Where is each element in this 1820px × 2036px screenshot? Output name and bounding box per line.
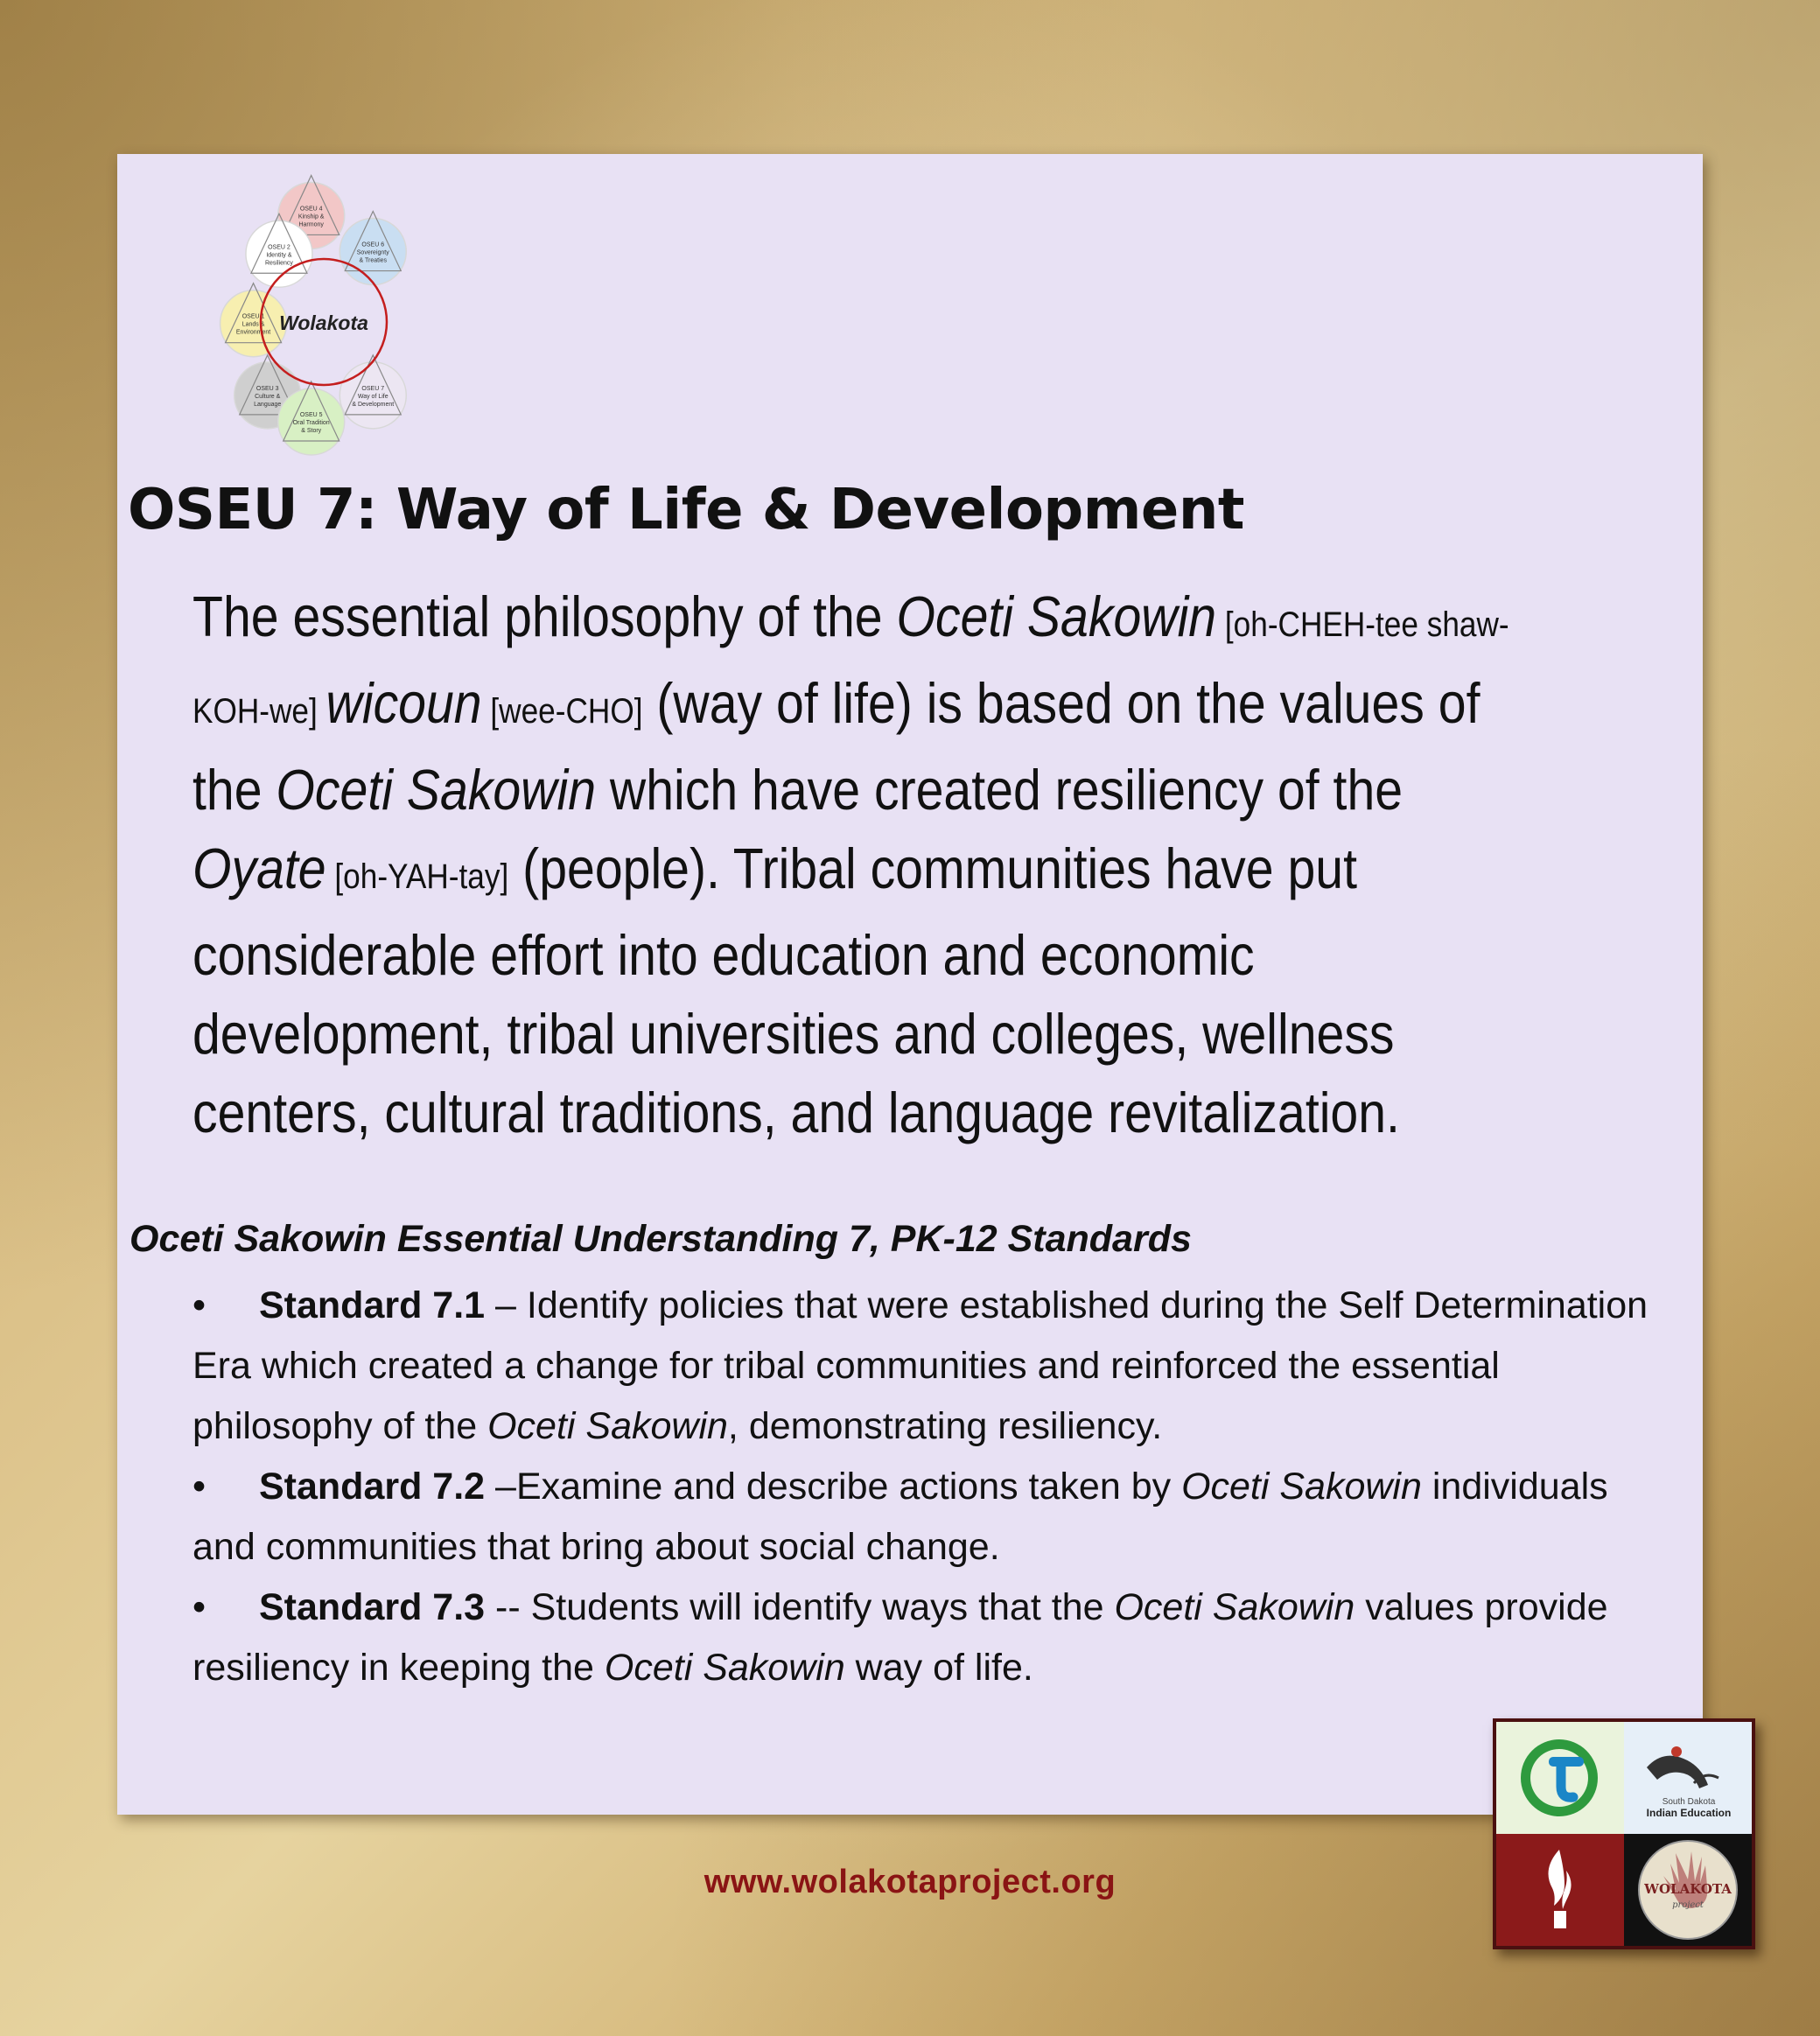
- intro-paragraph: [192, 577, 1524, 1152]
- standard-italic: Oceti Sakowin: [1114, 1586, 1355, 1628]
- standard-italic: Oceti Sakowin: [1181, 1466, 1422, 1508]
- standard-text: -- Students will identify ways that the: [485, 1586, 1115, 1628]
- diagram-node-label: Sovereignty: [356, 249, 389, 256]
- standard-label: Standard 7.1: [259, 1284, 486, 1326]
- page-title: OSEU 7: Way of Life & Development: [128, 478, 1244, 542]
- diagram-node-label: & Development: [352, 401, 395, 408]
- diagram-node-label: OSEU 1: [242, 313, 265, 320]
- standard-text: way of life.: [844, 1647, 1033, 1689]
- bullet-icon: •: [192, 1586, 206, 1628]
- diagram-node: [340, 355, 406, 429]
- intro-text-3: which have created resiliency of the: [596, 758, 1404, 822]
- bullet-icon: •: [192, 1284, 206, 1326]
- standard-item: [192, 1276, 1680, 1457]
- standard-text: values provide resiliency in keeping the: [192, 1586, 1608, 1689]
- standard-text: individuals and communities that bring about social change.: [192, 1466, 1608, 1568]
- standard-label: Standard 7.2: [259, 1466, 486, 1508]
- diagram-node-label: Way of Life: [357, 393, 388, 400]
- diagram-node-label: Culture &: [255, 393, 281, 400]
- diagram-node-label: Resiliency: [264, 260, 293, 267]
- standard-item: [192, 1578, 1680, 1698]
- pronunciation-2: [wee-CHO]: [481, 692, 643, 731]
- website-link[interactable]: www.wolakotaproject.org: [704, 1864, 1116, 1900]
- intro-text-1: The essential philosophy of the: [192, 584, 897, 648]
- diagram-node-label: & Treaties: [359, 257, 388, 264]
- partner-logos: [1493, 1718, 1755, 1949]
- diagram-node-label: Language: [254, 401, 282, 408]
- standard-italic: Oceti Sakowin: [604, 1647, 845, 1689]
- diagram-node-label: OSEU 5: [299, 411, 323, 418]
- sd-logo-line2: Indian Education: [1646, 1807, 1732, 1819]
- pronunciation-1: [oh-CHEH-tee shaw-KOH-we]: [192, 605, 1509, 731]
- standard-text: –Examine and describe actions taken by: [485, 1466, 1182, 1508]
- diagram-node: [220, 283, 287, 357]
- tribal-college-logo-icon: [1521, 1739, 1598, 1816]
- diagram-node-label: OSEU 3: [256, 385, 279, 392]
- diagram-node-label: Identity &: [266, 252, 292, 259]
- diagram-node-label: Environment: [235, 329, 271, 336]
- intro-italic-3: Oceti Sakowin: [276, 758, 597, 822]
- oseu-diagram: [170, 156, 458, 467]
- intro-italic-1: Oceti Sakowin: [896, 584, 1217, 648]
- intro-italic-2: wicoun: [326, 671, 482, 735]
- standard-italic: Oceti Sakowin: [487, 1405, 728, 1447]
- intro-italic-4: Oyate: [192, 836, 326, 900]
- intro-text-2: (way of life) is based on the values of the: [192, 671, 1480, 822]
- sd-logo-line1: South Dakota: [1662, 1797, 1716, 1807]
- diagram-node-label: Kinship &: [298, 213, 325, 220]
- standard-text: , demonstrating resiliency.: [727, 1405, 1163, 1447]
- wolakota-badge-title: WOLAKOTA: [1644, 1881, 1732, 1897]
- diagram-node-label: OSEU 2: [268, 244, 290, 251]
- diagram-node-label: OSEU 7: [361, 385, 385, 392]
- diagram-node-label: OSEU 4: [299, 206, 323, 213]
- diagram-node-label: & Story: [301, 427, 322, 434]
- wolakota-badge-sub: project: [1672, 1900, 1704, 1910]
- bullet-icon: •: [192, 1466, 206, 1508]
- diagram-center-label: Wolakota: [279, 311, 368, 334]
- standards-title: Oceti Sakowin Essential Understanding 7, PK-12 Standards: [130, 1218, 1192, 1260]
- diagram-node-label: Lands &: [242, 321, 265, 328]
- standard-text: – Identify policies that were established during the Self Determination Era which created a change for tribal communities and reinforced the essential philosophy of the: [192, 1284, 1648, 1447]
- standards-list: [192, 1276, 1680, 1698]
- diagram-node-label: Oral Tradition: [292, 419, 330, 426]
- intro-text-4: (people). Tribal communities have put considerable effort into education and economic development, tribal universities and colleges, wellness centers, cultural traditions, and language revitalization.: [192, 836, 1400, 1144]
- standard-label: Standard 7.3: [259, 1586, 486, 1628]
- diagram-node: [340, 212, 406, 285]
- diagram-node-label: Harmony: [298, 221, 324, 228]
- standard-item: [192, 1457, 1680, 1578]
- diagram-node-label: OSEU 6: [361, 241, 385, 248]
- pronunciation-3: [oh-YAH-tay]: [326, 857, 509, 896]
